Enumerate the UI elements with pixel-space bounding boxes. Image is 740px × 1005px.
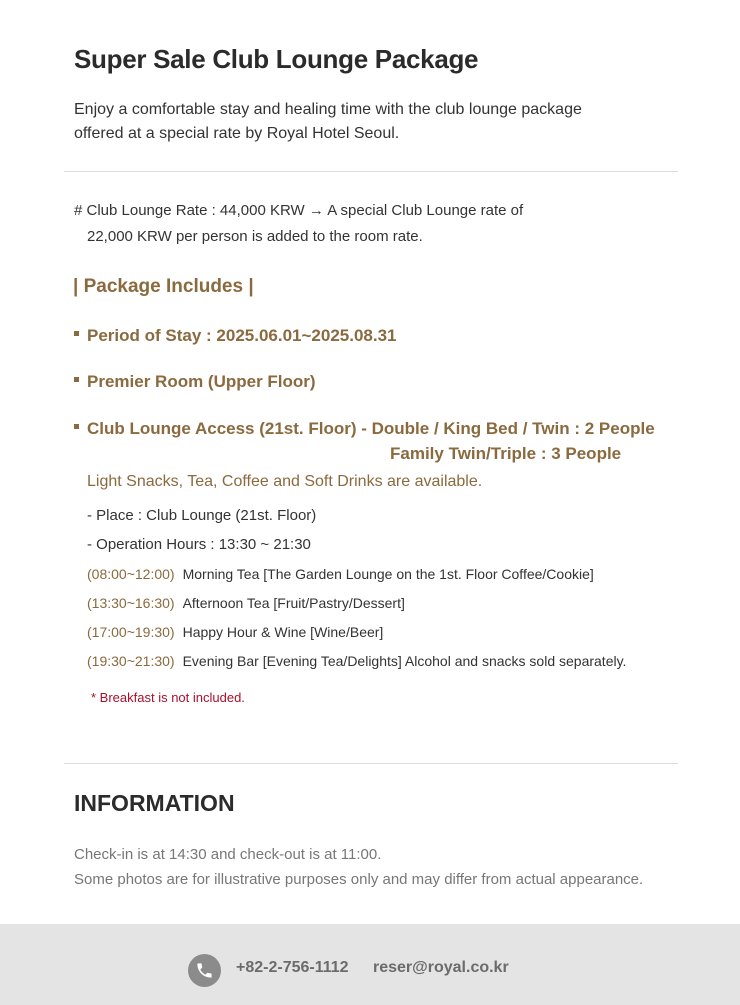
schedule-desc: Afternoon Tea [Fruit/Pastry/Dessert] [182, 595, 405, 611]
bullet-square-icon [74, 331, 79, 336]
email-link[interactable]: reser@royal.co.kr [373, 959, 509, 976]
bullet-square-icon [74, 377, 79, 382]
bullet-square-icon [74, 424, 79, 429]
period-of-stay-item [74, 326, 397, 346]
schedule-time: (08:00~12:00) [87, 566, 175, 582]
rate-note [74, 198, 674, 250]
intro-text [74, 98, 674, 146]
schedule-row [87, 624, 383, 640]
schedule-row [87, 653, 626, 669]
intro-line-1: Enjoy a comfortable stay and healing time with the club lounge package [74, 101, 582, 118]
rate-note-line-1: # Club Lounge Rate : 44,000 KRW → A special Club Lounge rate of [74, 202, 524, 219]
family-capacity-text: Family Twin/Triple : 3 People [390, 444, 622, 463]
lounge-access-item [74, 419, 655, 439]
breakfast-note: * Breakfast is not included. [91, 690, 245, 705]
schedule-row [87, 566, 594, 582]
schedule-desc: Morning Tea [The Garden Lounge on the 1st. Floor Coffee/Cookie] [182, 566, 594, 582]
page-title: Super Sale Club Lounge Package [74, 44, 479, 74]
schedule-time: (19:30~21:30) [87, 653, 175, 669]
phone-icon [188, 954, 221, 987]
room-type-text: Premier Room (Upper Floor) [87, 372, 316, 391]
schedule-desc: Happy Hour & Wine [Wine/Beer] [182, 624, 384, 640]
snacks-available-text: Light Snacks, Tea, Coffee and Soft Drinks are available. [87, 473, 483, 490]
contact-footer [0, 924, 740, 1005]
lounge-place: - Place : Club Lounge (21st. Floor) [87, 507, 317, 524]
intro-line-2: offered at a special rate by Royal Hotel Seoul. [74, 125, 400, 142]
divider-top [64, 171, 678, 172]
phone-number-link[interactable]: +82-2-756-1112 [236, 959, 349, 976]
divider-bottom [64, 763, 678, 764]
lounge-access-text: Club Lounge Access (21st. Floor) - Double / King Bed / Twin : 2 People [87, 419, 655, 438]
package-includes-heading: | Package Includes | [73, 276, 254, 297]
information-title: INFORMATION [74, 790, 235, 816]
schedule-row [87, 595, 405, 611]
operation-hours: - Operation Hours : 13:30 ~ 21:30 [87, 536, 311, 553]
schedule-desc: Evening Bar [Evening Tea/Delights] Alcohol and snacks sold separately. [182, 653, 627, 669]
photo-disclaimer: Some photos are for illustrative purposes only and may differ from actual appearance. [74, 871, 644, 888]
schedule-time: (13:30~16:30) [87, 595, 175, 611]
rate-note-line-2: 22,000 KRW per person is added to the room rate. [87, 228, 423, 245]
schedule-time: (17:00~19:30) [87, 624, 175, 640]
information-text [74, 842, 643, 892]
period-of-stay-text: Period of Stay : 2025.06.01~2025.08.31 [87, 326, 397, 345]
room-type-item [74, 372, 316, 392]
checkin-info: Check-in is at 14:30 and check-out is at 11:00. [74, 846, 382, 863]
